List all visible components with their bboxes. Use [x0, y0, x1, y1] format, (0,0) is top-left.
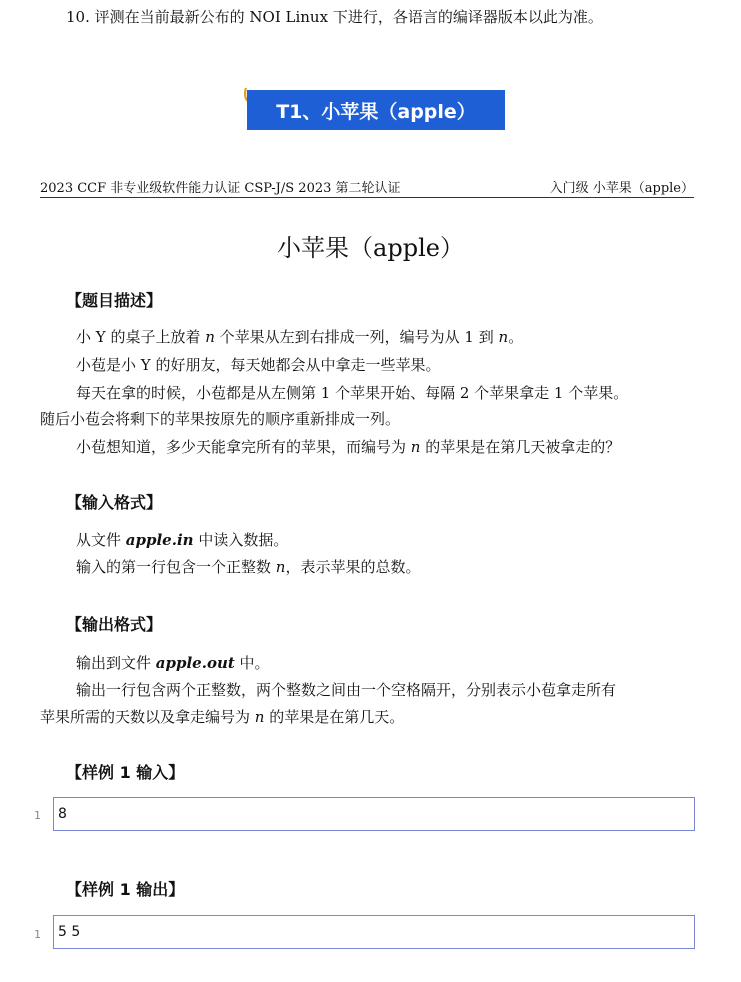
input-line-1: 从文件 apple.in 中读入数据。 [76, 531, 289, 549]
var-n: n [275, 558, 286, 576]
section-sample-output-heading: 【样例 1 输出】 [66, 880, 185, 899]
section-input-heading: 【输入格式】 [66, 493, 163, 512]
var-n: n [205, 328, 215, 346]
var-n: n [254, 708, 265, 726]
output-line-3: 苹果所需的天数以及拿走编号为 n 的苹果是在第几天。 [40, 708, 405, 726]
line-number: 1 [34, 809, 41, 822]
previous-note-item: 10. 评测在当前最新公布的 NOI Linux 下进行，各语言的编译器版本以此为准。 [66, 8, 603, 26]
section-output-heading: 【输出格式】 [66, 615, 163, 634]
var-n: n [498, 328, 509, 346]
desc-paragraph-1: 小 Y 的桌子上放着 n 个苹果从左到右排成一列，编号为从 1 到 n。 [76, 328, 524, 346]
output-line-1: 输出到文件 apple.out 中。 [76, 654, 270, 672]
var-n: n [410, 438, 421, 456]
output-filename: apple.out [155, 654, 235, 672]
sample-output-code-box: 5 5 [53, 915, 695, 949]
desc-paragraph-2: 小苞是小 Y 的好朋友，每天她都会从中拿走一些苹果。 [76, 356, 441, 374]
problem-title: 小苹果（apple） [277, 234, 464, 262]
running-header-right: 入门级 小苹果（apple） [549, 181, 694, 196]
input-line-2: 输入的第一行包含一个正整数 n，表示苹果的总数。 [76, 558, 421, 576]
desc-paragraph-3-line-1: 每天在拿的时候，小苞都是从左侧第 1 个苹果开始、每隔 2 个苹果拿走 1 个苹果。 [76, 384, 629, 402]
running-header-left: 2023 CCF 非专业级软件能力认证 CSP-J/S 2023 第二轮认证 [40, 181, 401, 196]
sample-input-code-box: 8 [53, 797, 695, 831]
section-sample-input-heading: 【样例 1 输入】 [66, 763, 185, 782]
output-line-2: 输出一行包含两个正整数，两个整数之间由一个空格隔开，分别表示小苞拿走所有 [76, 681, 617, 699]
line-number: 1 [34, 928, 41, 941]
input-filename: apple.in [125, 531, 194, 549]
desc-paragraph-3-line-2: 随后小苞会将剩下的苹果按原先的顺序重新排成一列。 [40, 410, 401, 428]
header-rule [40, 197, 694, 198]
desc-paragraph-4: 小苞想知道，多少天能拿完所有的苹果，而编号为 n 的苹果是在第几天被拿走的？ [76, 438, 621, 456]
section-description-heading: 【题目描述】 [66, 291, 163, 310]
problem-banner: T1、小苹果（apple） [247, 90, 505, 130]
